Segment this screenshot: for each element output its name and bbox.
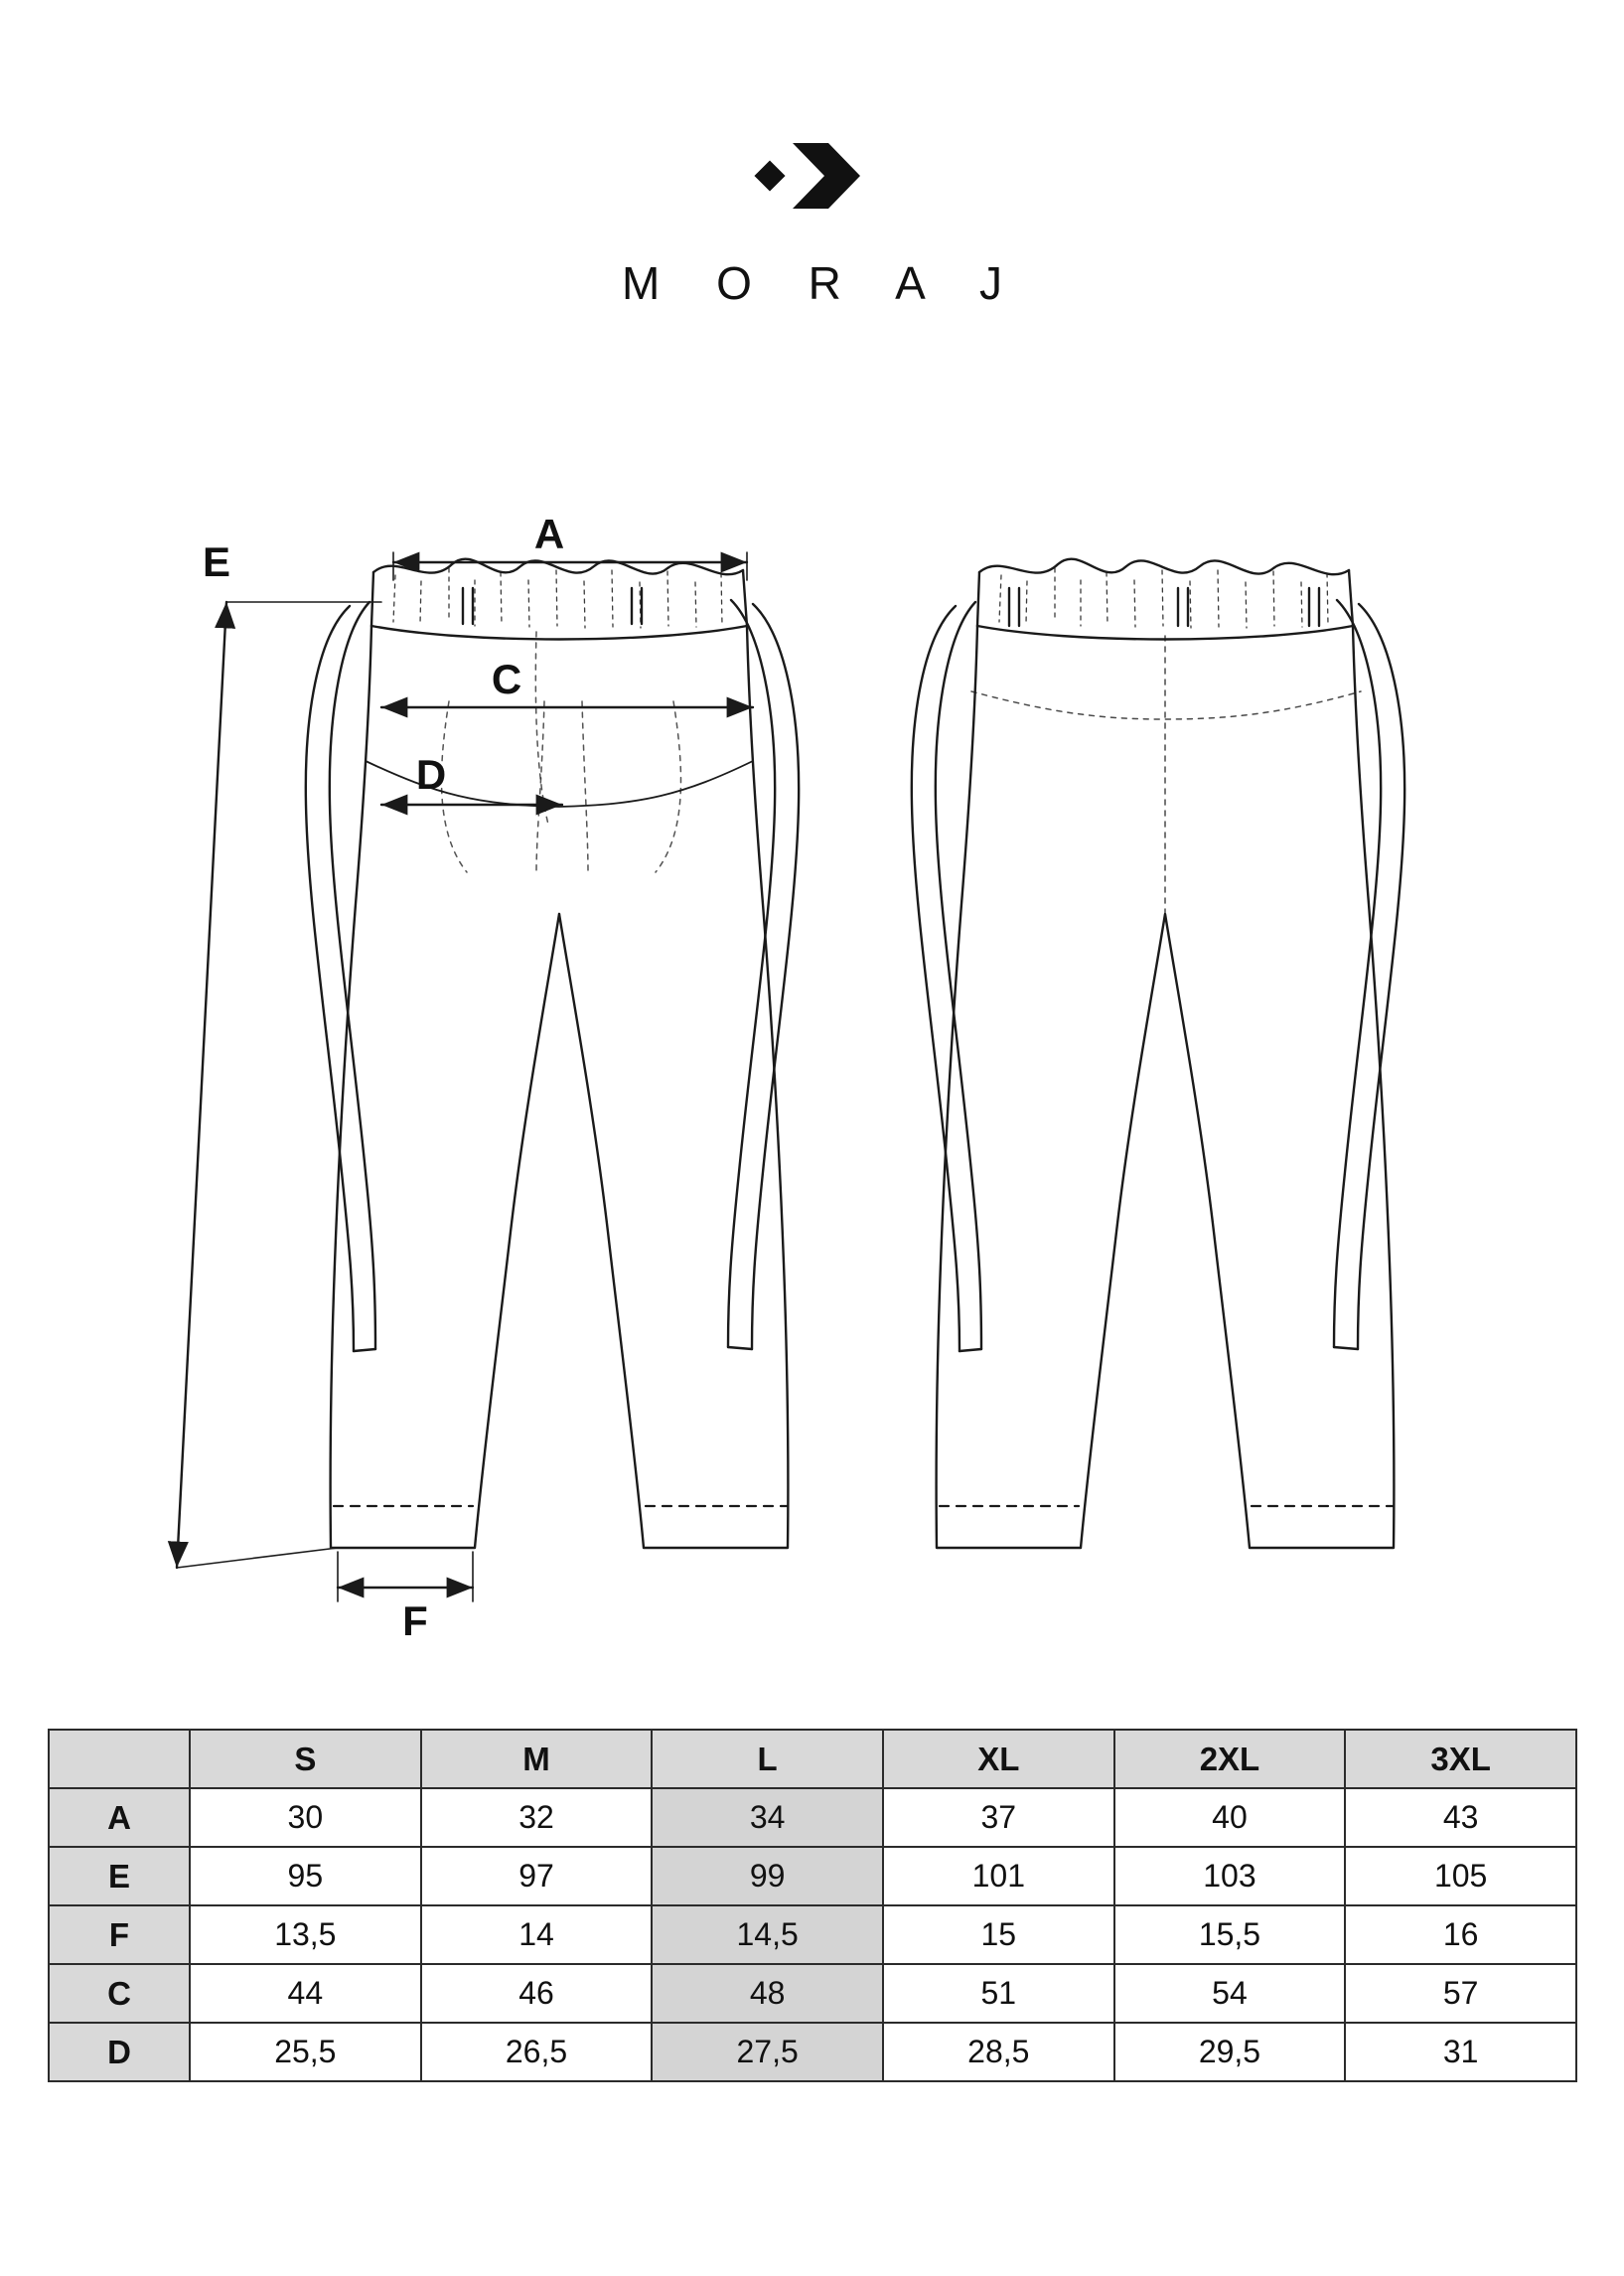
- size-column-2xl: 2XL: [1114, 1730, 1346, 1788]
- cell-a-l: 34: [652, 1788, 883, 1847]
- cell-c-3xl: 57: [1345, 1964, 1576, 2023]
- row-label-c: C: [49, 1964, 190, 2023]
- cell-f-s: 13,5: [190, 1905, 421, 1964]
- measurement-label-e: E: [202, 538, 231, 585]
- row-label-a: A: [49, 1788, 190, 1847]
- cell-e-s: 95: [190, 1847, 421, 1905]
- cell-a-2xl: 40: [1114, 1788, 1346, 1847]
- cell-a-xl: 37: [883, 1788, 1114, 1847]
- size-column-m: M: [421, 1730, 653, 1788]
- size-column-l: L: [652, 1730, 883, 1788]
- table-row: [49, 1905, 1576, 1964]
- size-column-3xl: 3XL: [1345, 1730, 1576, 1788]
- table-row: [49, 1964, 1576, 2023]
- moraj-diamond-arrow-logo: [753, 139, 872, 217]
- size-column-xl: XL: [883, 1730, 1114, 1788]
- cell-c-s: 44: [190, 1964, 421, 2023]
- row-label-f: F: [49, 1905, 190, 1964]
- measurement-label-c: C: [491, 656, 522, 702]
- cell-c-2xl: 54: [1114, 1964, 1346, 2023]
- trousers-technical-drawing: [0, 477, 1624, 1649]
- cell-f-l: 14,5: [652, 1905, 883, 1964]
- row-label-e: E: [49, 1847, 190, 1905]
- cell-d-xl: 28,5: [883, 2023, 1114, 2081]
- size-table-container: [48, 1729, 1577, 2082]
- table-row: [49, 2023, 1576, 2081]
- cell-e-l: 99: [652, 1847, 883, 1905]
- cell-c-xl: 51: [883, 1964, 1114, 2023]
- cell-f-xl: 15: [883, 1905, 1114, 1964]
- cell-d-m: 26,5: [421, 2023, 653, 2081]
- cell-c-m: 46: [421, 1964, 653, 2023]
- size-column-s: S: [190, 1730, 421, 1788]
- cell-e-m: 97: [421, 1847, 653, 1905]
- measurement-label-d: D: [415, 751, 447, 798]
- measurement-lines: [177, 552, 753, 1601]
- cell-a-m: 32: [421, 1788, 653, 1847]
- cell-a-s: 30: [190, 1788, 421, 1847]
- cell-e-xl: 101: [883, 1847, 1114, 1905]
- cell-d-2xl: 29,5: [1114, 2023, 1346, 2081]
- measurement-label-a: A: [533, 511, 565, 557]
- brand-header: [0, 139, 1624, 310]
- size-table-header-row: [49, 1730, 1576, 1788]
- table-row: [49, 1847, 1576, 1905]
- cell-d-3xl: 31: [1345, 2023, 1576, 2081]
- cell-d-l: 27,5: [652, 2023, 883, 2081]
- row-label-d: D: [49, 2023, 190, 2081]
- size-table: [48, 1729, 1577, 2082]
- cell-f-2xl: 15,5: [1114, 1905, 1346, 1964]
- table-corner-cell: [49, 1730, 190, 1788]
- back-view: [912, 559, 1404, 1548]
- cell-e-2xl: 103: [1114, 1847, 1346, 1905]
- cell-c-l: 48: [652, 1964, 883, 2023]
- measurement-label-f: F: [402, 1597, 428, 1644]
- table-row: [49, 1788, 1576, 1847]
- cell-f-m: 14: [421, 1905, 653, 1964]
- cell-f-3xl: 16: [1345, 1905, 1576, 1964]
- cell-d-s: 25,5: [190, 2023, 421, 2081]
- brand-name: M O R A J: [621, 257, 1025, 309]
- cell-a-3xl: 43: [1345, 1788, 1576, 1847]
- cell-e-3xl: 105: [1345, 1847, 1576, 1905]
